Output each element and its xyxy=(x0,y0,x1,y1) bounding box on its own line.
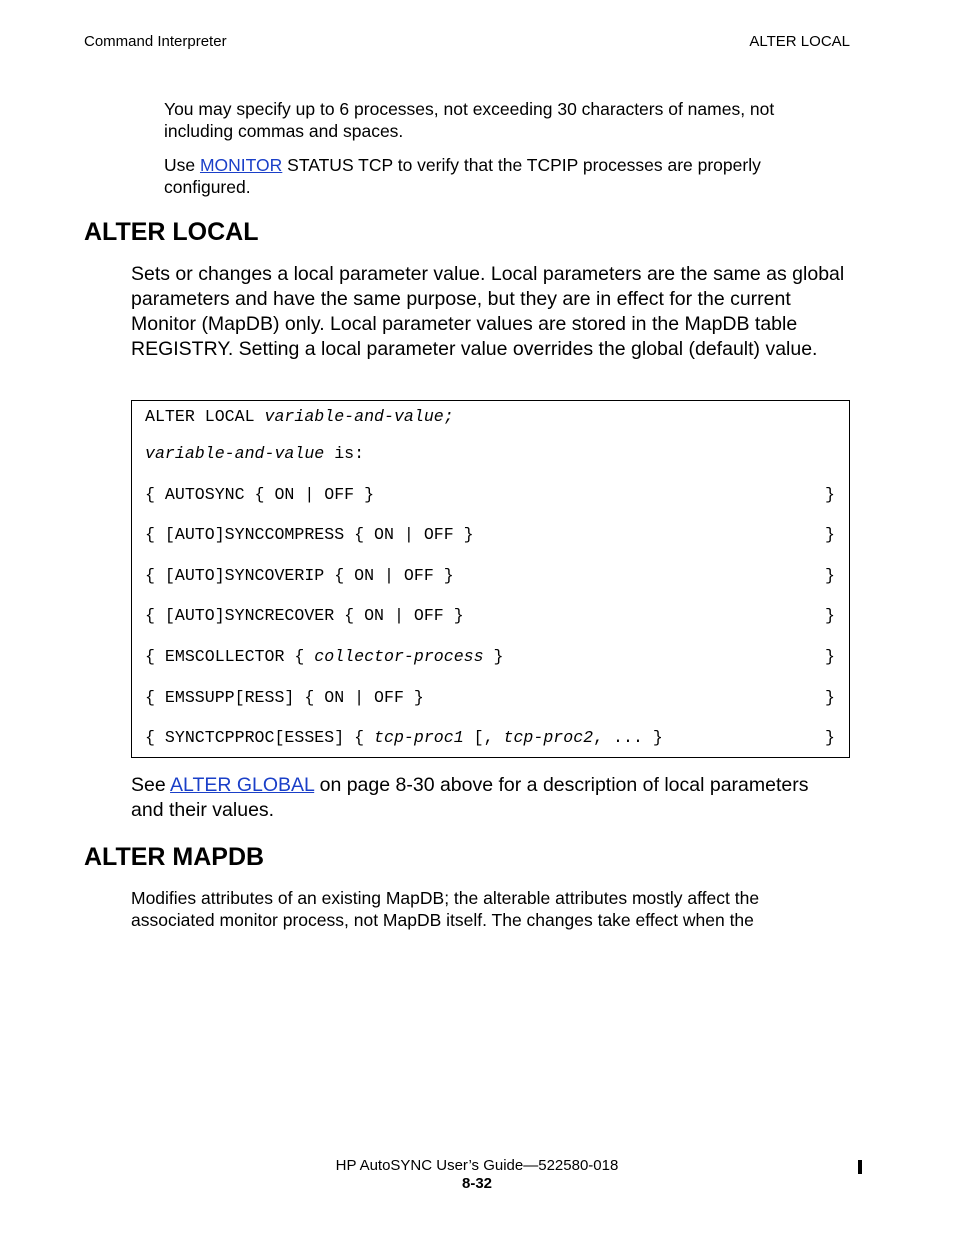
intro-paragraph-1: You may specify up to 6 processes, not exceeding 30 characters of names, not including commas and spaces. xyxy=(164,99,775,141)
syntax-option-syncoverip: { [AUTO]SYNCOVERIP { ON | OFF } xyxy=(145,566,454,585)
change-bar xyxy=(858,1160,862,1174)
alter-mapdb-description: Modifies attributes of an existing MapDB; the alterable attributes mostly affect the associated monitor process, not MapDB itself. The changes take effect when the xyxy=(131,888,760,930)
closing-brace: } xyxy=(825,566,835,585)
syntax-option-autosync: { AUTOSYNC { ON | OFF } xyxy=(145,485,375,504)
running-header-left: Command Interpreter xyxy=(84,33,227,50)
see-also-paragraph: See ALTER GLOBAL on page 8-30 above for a description of local parameters and their values. xyxy=(131,774,809,821)
closing-brace: } xyxy=(825,688,835,707)
intro-paragraph-2: Use MONITOR STATUS TCP to verify that the TCPIP processes are properly configured. xyxy=(164,155,761,197)
section-heading-alter-local: ALTER LOCAL xyxy=(84,218,259,246)
running-header-right: ALTER LOCAL xyxy=(749,33,850,50)
monitor-link[interactable]: MONITOR xyxy=(199,155,283,175)
closing-brace: } xyxy=(825,525,835,544)
syntax-command-line: ALTER LOCAL variable-and-value; xyxy=(145,407,454,426)
syntax-option-synccompress: { [AUTO]SYNCCOMPRESS { ON | OFF } xyxy=(145,525,474,544)
syntax-box xyxy=(131,400,850,758)
closing-brace: } xyxy=(825,606,835,625)
syntax-option-synctcpprocesses: { SYNCTCPPROC[ESSES] { tcp-proc1 [, tcp-proc2, ... } xyxy=(145,728,663,747)
footer-page-number: 8-32 xyxy=(461,1175,493,1192)
closing-brace: } xyxy=(825,647,835,666)
syntax-option-emscollector: { EMSCOLLECTOR { collector-process } xyxy=(145,647,504,666)
syntax-option-emssuppress: { EMSSUPP[RESS] { ON | OFF } xyxy=(145,688,424,707)
closing-brace: } xyxy=(825,485,835,504)
section-heading-alter-mapdb: ALTER MAPDB xyxy=(84,843,265,871)
syntax-definition-line: variable-and-value is: xyxy=(145,444,365,463)
syntax-option-syncrecover: { [AUTO]SYNCRECOVER { ON | OFF } xyxy=(145,606,464,625)
alter-global-link[interactable]: ALTER GLOBAL xyxy=(170,774,315,796)
footer-title: HP AutoSYNC User’s Guide—522580-018 xyxy=(335,1157,619,1174)
alter-local-description: Sets or changes a local parameter value. Local parameters are the same as global parameters and have the same purpose, but they are in effect for the current Monitor (MapDB) only. Local parameter values are stored in the MapDB table REGISTRY. Setting a local parameter value overrides the global (default) value. xyxy=(131,263,845,360)
closing-brace: } xyxy=(825,728,835,747)
